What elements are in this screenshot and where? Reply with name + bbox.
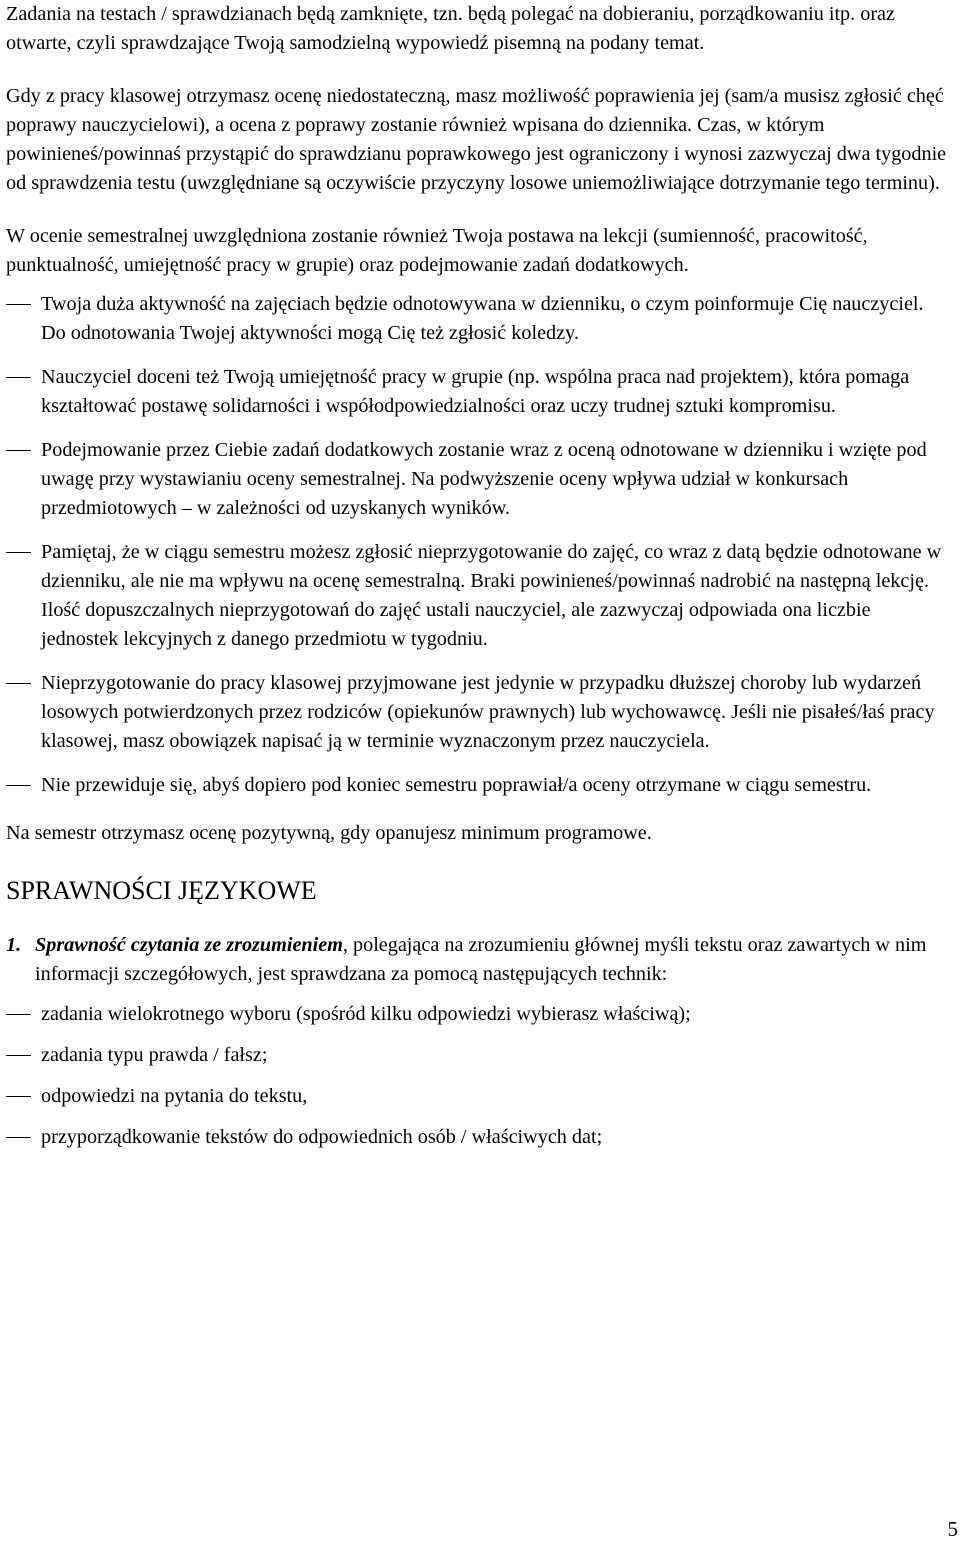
intro-paragraph: Zadania na testach / sprawdzianach będą zamknięte, tzn. będą polegać na dobieraniu, porządkowaniu itp. oraz otwarte, czyli sprawdzające Twoją samodzielną wypowiedź pisemną na podany temat. [6,3,895,54]
techniques-list [6,1000,950,1152]
list-item [6,669,950,756]
list-item-text: Podejmowanie przez Ciebie zadań dodatkowych zostanie wraz z oceną odnotowane w dzienniku i wzięte pod uwagę przy wystawianiu oceny semestralnej. Na podwyższenie oceny wpływa udział w konkursach przedmiotowych – w zależności od uzyskanych wyników. [41,439,927,519]
dash-bullet-icon [6,377,31,378]
list-item [6,538,950,654]
dash-bullet-icon [6,1137,31,1138]
skill-reading-paragraph [6,931,950,989]
list-item [6,771,950,800]
list-item [6,363,950,421]
dash-bullet-icon [6,683,31,684]
list-item-text: Nauczyciel doceni też Twoją umiejętność pracy w grupie (np. wspólna praca nad projektem), która pomaga kształtować postawę solidarności i współodpowiedzialności oraz uczy trudnej sztuki kompromisu. [41,366,910,417]
list-item [6,1082,950,1111]
dash-bullet-icon [6,1096,31,1097]
list-item-text: zadania wielokrotnego wyboru (spośród kilku odpowiedzi wybierasz właściwą); [41,1003,691,1025]
skill-title: Sprawność czytania ze zrozumieniem [35,934,343,956]
dash-bullet-icon [6,552,31,553]
dash-bullet-icon [6,304,31,305]
list-item-text: Pamiętaj, że w ciągu semestru możesz zgłosić nieprzygotowanie do zajęć, co wraz z datą będzie odnotowane w dzienniku, ale nie ma wpływu na ocenę semestralną. Braki powinieneś/powinnaś nadrobić na następną lekcję. Ilość dopuszczalnych nieprzygotowań do zajęć ustali nauczyciel, ale zazwyczaj odpowiada ona liczbie jednostek lekcyjnych z danego przedmiotu w tygodniu. [41,541,942,650]
section-heading: SPRAWNOŚCI JĘZYKOWE [6,876,317,905]
list-item-text: zadania typu prawda / fałsz; [41,1044,268,1066]
semester-paragraph: W ocenie semestralnej uwzględniona zostanie również Twoja postawa na lekcji (sumienność, pracowitość, punktualność, umiejętność pracy w grupie) oraz podejmowanie zadań dodatkowych. [6,225,868,276]
dash-bullet-icon [6,1055,31,1056]
list-item-text: Twoja duża aktywność na zajęciach będzie odnotowywana w dzienniku, o czym poinformuje Cię nauczyciel. Do odnotowania Twojej aktywności mogą Cię też zgłosić koledzy. [41,293,924,344]
list-item-text: Nie przewiduje się, abyś dopiero pod koniec semestru poprawiał/a oceny otrzymane w ciągu semestru. [41,774,872,796]
list-item [6,436,950,523]
dash-bullet-icon [6,1014,31,1015]
page-number: 5 [947,1517,958,1541]
skill-number: 1. [6,934,22,956]
minimum-paragraph: Na semestr otrzymasz ocenę pozytywną, gdy opanujesz minimum programowe. [6,822,652,844]
list-item [6,1041,950,1070]
correction-paragraph: Gdy z pracy klasowej otrzymasz ocenę niedostateczną, masz możliwość poprawienia jej (sam/a musisz zgłosić chęć poprawy nauczycielowi), a ocena z poprawy zostanie również wpisana do dziennika. Czas, w którym powinieneś/powinnaś przystąpić do sprawdzianu poprawkowego jest ograniczony i wynosi zazwyczaj dwa tygodnie od sprawdzenia testu (uwzględniane są oczywiście przyczyny losowe uniemożliwiające dotrzymanie tego terminu). [6,85,947,194]
list-item-text: odpowiedzi na pytania do tekstu, [41,1085,308,1107]
list-item [6,1123,950,1152]
skill-description: , polegająca na zrozumieniu głównej myśli tekstu oraz zawartych w nim informacji szczegółowych, jest sprawdzana za pomocą następujących technik: [35,934,927,985]
list-item-text: przyporządkowanie tekstów do odpowiednich osób / właściwych dat; [41,1126,603,1148]
document-page [6,0,950,1164]
assessment-bullet-list [6,290,950,800]
dash-bullet-icon [6,785,31,786]
list-item [6,290,950,348]
list-item [6,1000,950,1029]
list-item-text: Nieprzygotowanie do pracy klasowej przyjmowane jest jedynie w przypadku dłuższej choroby lub wydarzeń losowych potwierdzonych przez rodziców (opiekunów prawnych) lub wychowawcę. Jeśli nie pisałeś/łaś pracy klasowej, masz obowiązek napisać ją w terminie wyznaczonym przez nauczyciela. [41,672,935,752]
dash-bullet-icon [6,450,31,451]
